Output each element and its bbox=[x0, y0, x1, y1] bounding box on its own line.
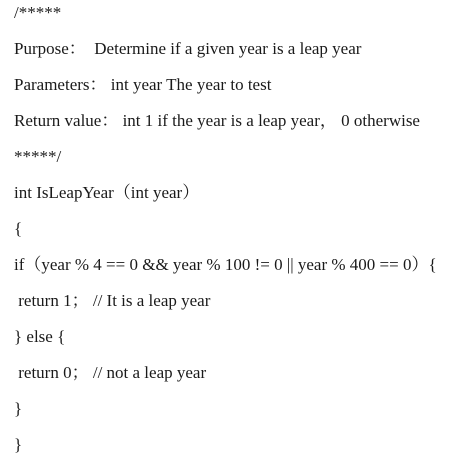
parameters-line: Parameters： int year The year to test bbox=[14, 75, 272, 94]
comment-open-line: /***** bbox=[14, 3, 62, 22]
comment-close-line: *****/ bbox=[14, 147, 62, 166]
if-condition-line: if（year % 4 == 0 && year % 100 != 0 || year % 400 == 0）{ bbox=[14, 255, 437, 274]
return-leap-line: return 1； // It is a leap year bbox=[14, 291, 211, 310]
open-brace-line: { bbox=[14, 219, 23, 238]
return-value-line: Return value： int 1 if the year is a leap year， 0 otherwise bbox=[14, 111, 420, 130]
outer-close-brace-line: } bbox=[14, 435, 23, 454]
function-signature-line: int IsLeapYear（int year） bbox=[14, 183, 200, 202]
inner-close-brace-line: } bbox=[14, 399, 23, 418]
else-line: } else { bbox=[14, 327, 66, 346]
purpose-line: Purpose： Determine if a given year is a leap year bbox=[14, 39, 362, 58]
return-not-leap-line: return 0； // not a leap year bbox=[14, 363, 207, 382]
